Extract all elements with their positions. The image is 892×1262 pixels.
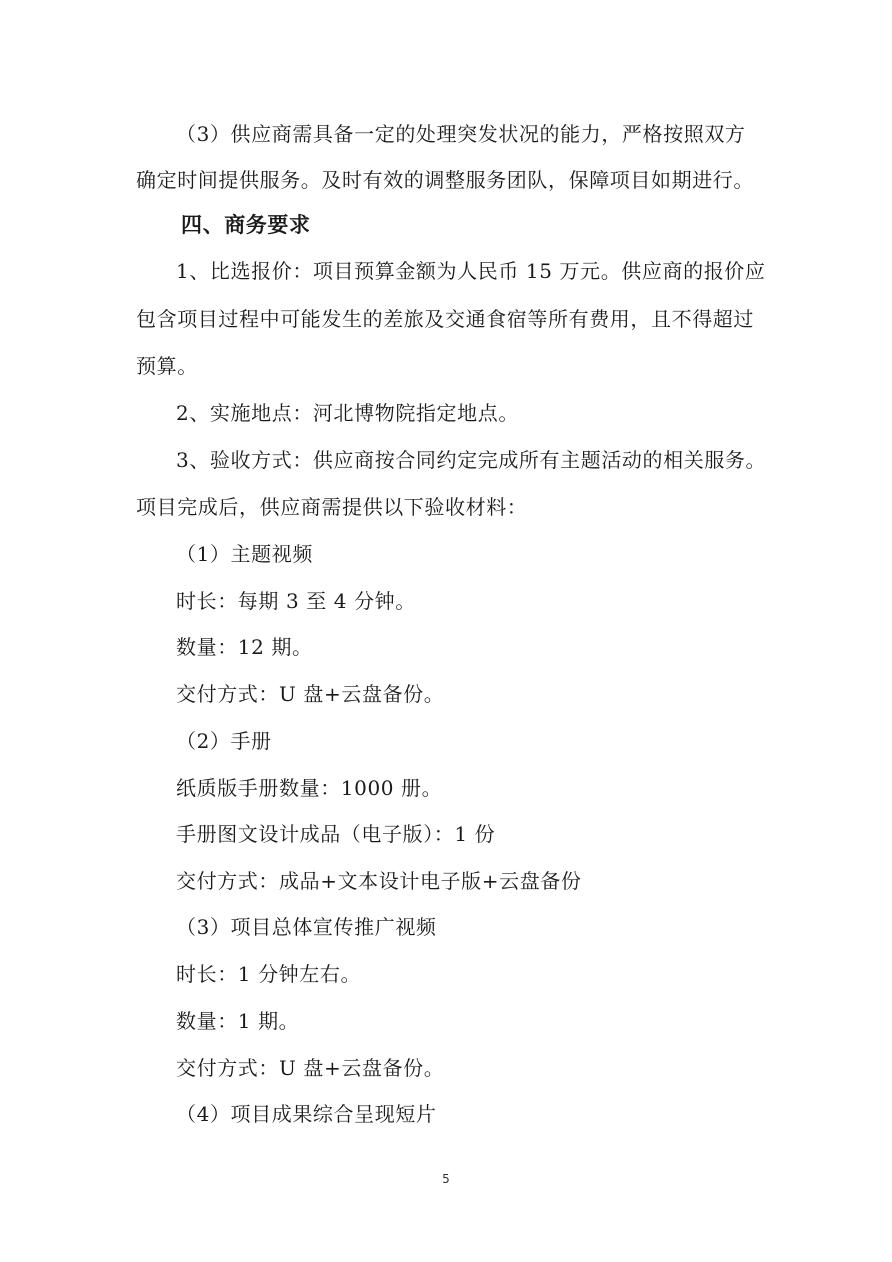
page-number: 5 — [442, 1172, 450, 1186]
paragraph-line: 项目完成后，供应商需提供以下验收材料： — [136, 495, 528, 519]
list-item: 交付方式：成品+文本设计电子版+云盘备份 — [176, 869, 582, 893]
list-item: 交付方式：U 盘+云盘备份。 — [176, 682, 445, 706]
paragraph-line: 确定时间提供服务。及时有效的调整服务团队，保障项目如期进行。 — [136, 168, 754, 192]
list-item-heading: （2）手册 — [176, 729, 272, 753]
paragraph-line: 3、验收方式：供应商按合同约定完成所有主题活动的相关服务。 — [176, 448, 767, 472]
list-item: 纸质版手册数量：1000 册。 — [176, 776, 443, 800]
paragraph-line: 2、实施地点：河北博物院指定地点。 — [176, 401, 519, 425]
list-item-heading: （1）主题视频 — [176, 542, 313, 566]
list-item: 时长：每期 3 至 4 分钟。 — [176, 589, 416, 613]
list-item: 数量：12 期。 — [176, 635, 313, 659]
list-item: 时长：1 分钟左右。 — [176, 962, 362, 986]
paragraph-line: （3）供应商需具备一定的处理突发状况的能力，严格按照双方 — [176, 122, 746, 146]
list-item-heading: （3）项目总体宣传推广视频 — [176, 915, 437, 939]
list-item: 数量：1 期。 — [176, 1009, 300, 1033]
section-heading: 四、商务要求 — [181, 213, 311, 237]
list-item: 手册图文设计成品（电子版）：1 份 — [176, 822, 496, 846]
paragraph-line: 预算。 — [136, 354, 198, 378]
paragraph-line: 包含项目过程中可能发生的差旅及交通食宿等所有费用，且不得超过 — [136, 307, 754, 331]
list-item-heading: （4）项目成果综合呈现短片 — [176, 1102, 437, 1126]
paragraph-line: 1、比选报价：项目预算金额为人民币 15 万元。供应商的报价应 — [176, 259, 766, 283]
list-item: 交付方式：U 盘+云盘备份。 — [176, 1056, 445, 1080]
